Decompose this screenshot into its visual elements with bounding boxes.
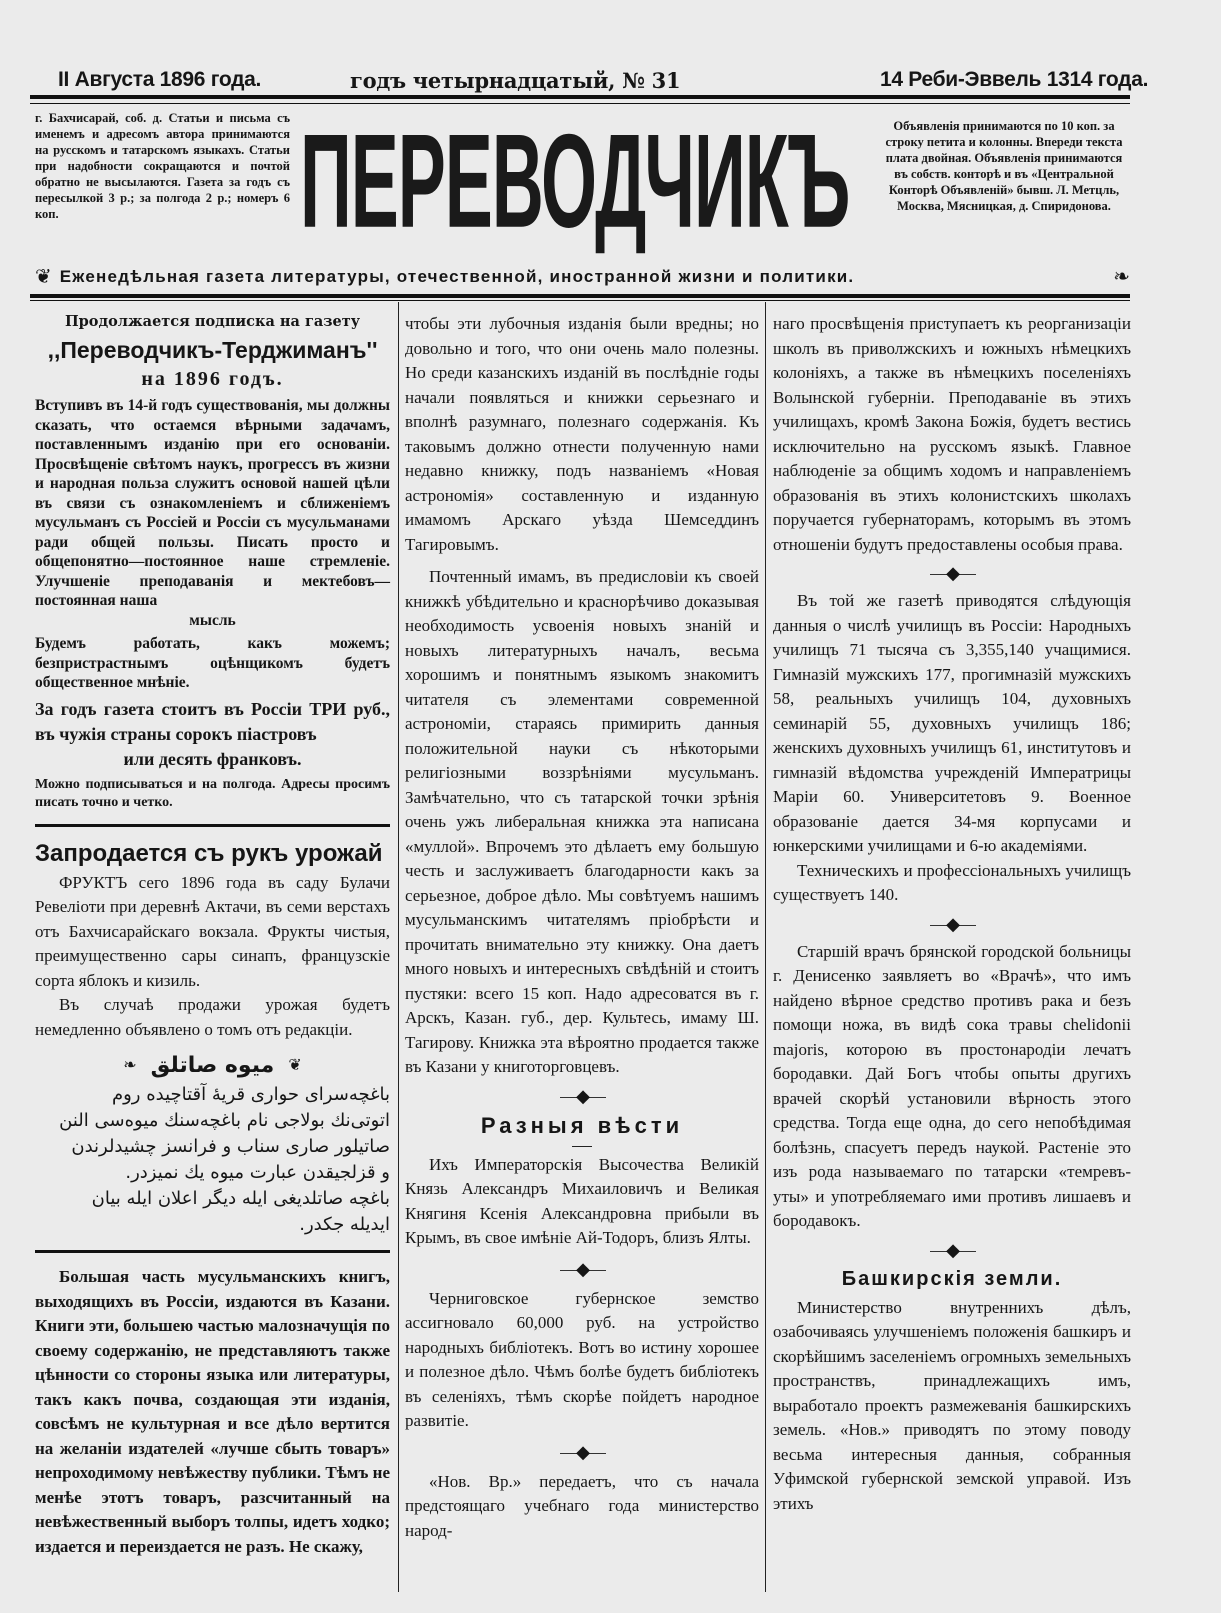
news-heading: Разныя вѣсти: [480, 1112, 684, 1138]
arabic-text: [35, 1082, 390, 1238]
column-1: [35, 312, 390, 1559]
bashkir-heading: Башкирскія земли.: [841, 1267, 1063, 1290]
kazan-books-article: [35, 1265, 390, 1559]
editorial-address-note: г. Бахчисарай, соб. д. Статьи и письма съ именемъ и адресомъ автора принимаются на русскомъ и татарскомъ языкахъ. Статьи при надобности сокращаются и почтой обратно не высылаются. Газета за годъ съ пересылкой 3 р.; за полгода 2 р.; номеръ 6 коп.: [35, 111, 290, 221]
article-paragraph: Почтенный имамъ, въ предисловіи къ своей книжкѣ убѣдительно и краснорѣчиво доказывая необходимость усвоенія новыхъ знаній и новыхъ литературныхъ началъ, весьма хорошимъ и понятнымъ языкомъ знакомитъ читателя съ элементами современной астрономіи, стараясь примирить данныя положительной науки съ нѣкоторыми религіозными воззрѣніями мусульманъ. Замѣчательно, что съ татарской точки зрѣнія очень ужъ либеральная книжка эта написана «муллой». Впрочемъ это дѣлаетъ ему большую честь и заслуживаетъ благодарности какъ за серьезное, доброе дѣло. Мы совѣтуемъ нашимъ мусульманскимъ читателямъ пріобрѣсти и прочитать внимательно эту книжку. Она даетъ много новыхъ и интересныхъ свѣдѣній и стоитъ пустяки: всего 15 коп. Надо адресоватся въ г. Арскъ, Казан. губ., дер. Культесь, имаму Ш. Тагирову. Книжка эта вѣроятно продается также въ Казани у книготорговцевъ.: [405, 567, 759, 1076]
fruit-sale-ad: [35, 839, 390, 1239]
subscription-year: на 1896 годъ.: [141, 368, 284, 390]
left-flourish-icon: ❦: [35, 266, 52, 288]
arabic-line: ایدیله جکدر.: [299, 1214, 390, 1235]
divider-ornament-icon: —◆—: [560, 1085, 604, 1106]
arabic-line: و قزلجیقدن عبارت میوه یك نمیزدر.: [125, 1162, 390, 1183]
news-item: «Нов. Вр.» передаетъ, что съ начала предстоящаго учебнаго года министерство народ-: [405, 1471, 759, 1540]
fruit-sale-text: ФРУКТЪ сего 1896 года въ саду Булачи Ревеліоти при деревнѣ Актачи, въ семи верстахъ отъ Бахчисарайскаго вокзала. Фрукты чистыя, преимущественно сары синапъ, французскіе сорта яблокъ и кизиль.: [35, 872, 390, 990]
article-paragraph: Техническихъ и профессіональныхъ училищъ существуетъ 140.: [773, 860, 1131, 904]
subscription-notice: [35, 312, 390, 812]
article-paragraph: Въ той же газетѣ приводятся слѣдующія данныя о числѣ училищъ въ Россіи: Народныхъ училищъ 71 тысяча съ 3,355,140 учащимися. Гимназій мужскихъ 177, прогимназій мужскихъ 58, реальныхъ училищъ 104, духовныхъ семинарій 55, духовныхъ училищъ 186; женскихъ духовныхъ училищъ 61, институтовъ и гимназій вѣдомства учрежденій Императрицы Маріи 60. Университетовъ 9. Военное образованіе дается 34-мя корпусами и юнкерскими училищами и 6-ю академіями.: [773, 591, 1131, 855]
subscription-mission: Вступивъ въ 14-й годъ существованія, мы должны сказать, что остаемся вѣрными задачамъ, поставленнымъ изданію при его основаніи. Просвѣщеніе свѣтомъ наукъ, прогрессъ въ жизни и народная польза служитъ основой нашей цѣли въ связи съ ознакомленіемъ и сближеніемъ мусульманъ съ Россіей и Россіи съ мусульманами ради общей пользы. Писать просто и общепонятно—постоянное наше стремленіе. Улучшеніе преподаванія и мектебовъ—постоянная наша: [35, 397, 390, 609]
arabic-heading: میوه صاتلق: [150, 1053, 275, 1078]
subscription-price: За годъ газета стоитъ въ Россіи ТРИ руб., въ чужія страны сорокъ піастровъ: [35, 698, 390, 744]
divider-ornament-icon: —◆—: [930, 913, 974, 934]
subscription-work-note: Будемъ работать, какъ можемъ; безпристрастнымъ оцѣнщикомъ будетъ общественное мнѣніе.: [35, 635, 390, 691]
tagline: Еженедѣльная газета литературы, отечественной, иностранной жизни и политики.: [59, 266, 855, 286]
astronomy-book-article: [405, 312, 759, 1543]
article-paragraph: наго просвѣщенія приступаетъ къ реорганизаціи школъ въ приволжскихъ и южныхъ нѣмецкихъ колоніяхъ, а также въ нѣмецкихъ поселеніяхъ Волынской губерніи. Преподаваніе въ этихъ училищахъ, кромѣ Закона Божія, будетъ вестись исключительно на русскомъ языкѣ. Главное наблюденіе за общимъ ходомъ и направленіемъ образованія въ этихъ колонистскихъ школахъ поручается губернаторамъ, которымъ въ этомъ отношеніи будутъ предоставлены особыя права.: [773, 314, 1131, 554]
masthead-rule-thin: [30, 300, 1130, 301]
news-item: Ихъ Императорскія Высочества Великій Князь Александръ Михаиловичъ и Великая Княгиня Ксенія Александровна прибыли въ Крымъ, въ свое имѣніе Ай-Тодоръ, близъ Ялты.: [405, 1154, 759, 1247]
fruit-sale-heading: Запродается съ рукъ урожай: [35, 839, 383, 867]
newspaper-title: ПЕРЕВОДЧИКЪ: [300, 108, 850, 257]
arabic-line: صاتیلور صاری سناب و فرانسز چشیدلرندن: [71, 1136, 390, 1157]
section-rule: [35, 1250, 390, 1253]
column-rule: [398, 302, 399, 1592]
divider-ornament-icon: —◆—: [930, 1239, 974, 1260]
subscription-half-year-note: Можно подписываться и на полгода. Адресы просимъ писать точно и четко.: [35, 776, 390, 810]
subscription-newspaper-name: ,,Переводчикъ-Терджиманъ'': [47, 337, 378, 363]
newspaper-title-area: [300, 108, 870, 257]
fruit-sale-notice: Въ случаѣ продажи урожая будетъ немедленно объявлено о томъ отъ редакціи.: [35, 995, 390, 1039]
left-flourish-icon: ❧: [123, 1057, 137, 1074]
tagline-row: [35, 264, 1130, 289]
issue-date-gregorian: II Августа 1896 года.: [58, 68, 262, 91]
arabic-line: باغچه‌سرای حواری قریهٔ آقتاچیده روم: [111, 1084, 390, 1105]
heading-dash: [572, 1146, 592, 1147]
arabic-line: اتوتی‌نك بولاجی نام باغچه‌سنك میوه‌سی النن: [59, 1110, 390, 1131]
column-rule: [765, 302, 766, 1592]
news-item: Черниговское губернское земство ассигновало 60,000 руб. на устройство народныхъ библіотекъ. Вотъ во истину хорошее и полезное дѣло. Чѣмъ болѣе будетъ библіотекъ въ селеніяхъ, тѣмъ скорѣе пойдетъ народное развитіе.: [405, 1288, 759, 1430]
subscription-mission-end: мысль: [189, 611, 236, 629]
issue-number: годъ четырнадцатый, № 31: [350, 68, 681, 93]
masthead-rule-bottom: [30, 294, 1130, 298]
section-rule: [35, 824, 390, 827]
divider-ornament-icon: —◆—: [560, 1441, 604, 1462]
advertising-rates-note: Объявленія принимаются по 10 коп. за строку петита и колонны. Впереди текста плата двойная. Объявленія принимаются въ собств. конторѣ и въ «Центральной Конторѣ Объявленій» бывш. Л. Метцль, Москва, Мясницкая, д. Спиридонова.: [885, 119, 1123, 213]
header-rule-top: [30, 95, 1130, 99]
article-paragraph: Старшій врачъ брянской городской больницы г. Денисенко заявляетъ во «Врачѣ», что имъ найдено вѣрное средство противъ рака и безъ помощи ножа, въ видѣ сока травы chelidonii majoris, которою въ простонародіи лечатъ бородавки. Дай Богъ чтобы опыты другихъ врачей скорѣй установили вѣрность этого средства. Тогда еще одна, до сего непобѣдимая болѣзнь, спасуетъ передъ наукой. Растеніе это изъ рода называемаго по татарски «темревъ-уты» и употребляемаго ими противъ лишаевъ и бородавокъ.: [773, 941, 1131, 1230]
arabic-heading-row: [35, 1050, 390, 1082]
right-flourish-icon: ❦: [288, 1057, 302, 1074]
right-flourish-icon: ❧: [1113, 266, 1130, 288]
schools-article: [773, 312, 1131, 1516]
article-paragraph: чтобы эти лубочныя изданія были вредны; но довольно и того, что они очень мало полезны. Но среди казанскихъ изданій въ послѣдніе годы начали появляться и книжки серьезнаго и вполнѣ разумнаго, полезнаго содержанія. Къ таковымъ должно отнести полученную нами недавно книжку, подъ названіемъ «Новая астрономія» составленную и изданную имамомъ Арскаго уѣзда Шемседдинъ Тагировымъ.: [405, 314, 759, 554]
issue-date-hijri: 14 Реби-Эввель 1314 года.: [880, 68, 1149, 91]
article-paragraph: Министерство внутреннихъ дѣлъ, озабочиваясь улучшеніемъ положенія башкиръ и скорѣйшимъ заселеніемъ огромныхъ земельныхъ пространствъ, принадлежащихъ имъ, выработало проектъ размежеванія башкирскихъ земель. «Нов.» приводятъ по этому поводу весьма интересныя данныя, собранныя Уфимской губернской земской управой. Изъ этихъ: [773, 1297, 1131, 1513]
kazan-books-text: Большая часть мусульманскихъ книгъ, выходящихъ въ Россіи, издаются въ Казани. Книги эти, большею частью малозначущія по своему содержанію, не представляютъ также цѣнности со стороны языка или литературы, такъ какъ почва, создающая эти изданія, совсѣмъ не культурная и все дѣло вертится на желаніи издателей «лучше сбыть товаръ» непроходимому невѣжеству публики. Тѣмъ не менѣе этотъ товаръ, разсчитанный на невѣжественный выборъ толпы, идетъ ходко; издается и переиздается не разъ. Не скажу,: [35, 1267, 390, 1556]
divider-ornament-icon: —◆—: [560, 1258, 604, 1279]
arabic-line: باغچه صاتلدیغی ایله دیگر اعلان ایله بیان: [91, 1188, 390, 1209]
header-rule-thin: [30, 103, 1130, 104]
divider-ornament-icon: —◆—: [930, 563, 974, 583]
subscription-intro: Продолжается подписка на газету: [64, 313, 361, 330]
subscription-price-end: или десять франковъ.: [123, 748, 302, 769]
